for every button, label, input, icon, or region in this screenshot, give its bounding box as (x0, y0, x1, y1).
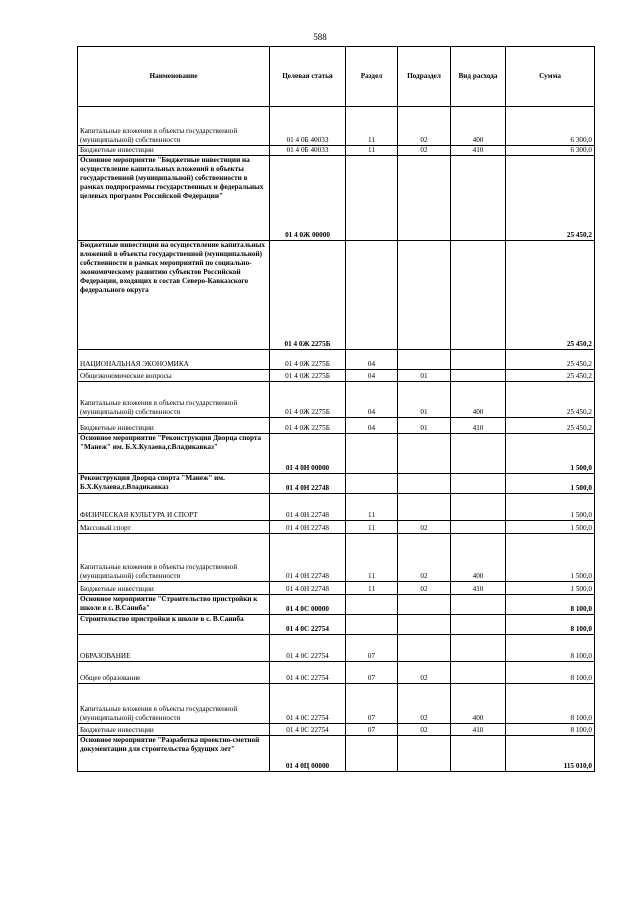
row-target-article-cell: 01 4 0Ж 2275Б (270, 418, 346, 434)
table-row (78, 534, 595, 582)
row-sum-cell: 1 500,0 (506, 534, 595, 582)
page-number: 588 (313, 32, 327, 42)
row-section-cell: 07 (346, 662, 398, 684)
row-sum-cell: 6 300,0 (506, 107, 595, 146)
row-sum-cell: 25 450,2 (506, 370, 595, 382)
row-subsection-cell (398, 350, 451, 370)
row-sum-cell: 25 450,2 (506, 350, 595, 370)
row-subsection-cell: 01 (398, 418, 451, 434)
row-sum-cell: 115 010,0 (506, 736, 595, 772)
row-name-cell: НАЦИОНАЛЬНАЯ ЭКОНОМИКА (78, 350, 270, 370)
row-expense-type-cell (451, 370, 506, 382)
table-row (78, 146, 595, 156)
row-expense-type-cell: 400 (451, 684, 506, 724)
row-subsection-cell: 02 (398, 724, 451, 736)
table-row (78, 350, 595, 370)
row-subsection-cell (398, 736, 451, 772)
table-row (78, 418, 595, 434)
row-target-article-cell: 01 4 0С 00000 (270, 595, 346, 615)
row-sum-cell: 8 100,0 (506, 684, 595, 724)
header-target-article: Целевая статья (270, 47, 346, 107)
row-subsection-cell: 02 (398, 146, 451, 156)
row-expense-type-cell: 400 (451, 107, 506, 146)
header-expense-type: Вид расхода (451, 47, 506, 107)
row-sum-cell: 8 100,0 (506, 635, 595, 662)
row-expense-type-cell: 410 (451, 146, 506, 156)
row-expense-type-cell (451, 595, 506, 615)
row-section-cell: 04 (346, 370, 398, 382)
header-name: Наименование (78, 47, 270, 107)
row-section-cell: 11 (346, 521, 398, 534)
row-target-article-cell: 01 4 0Ж 2275Б (270, 241, 346, 350)
row-section-cell (346, 241, 398, 350)
row-name-cell: Бюджетные инвестиции (78, 582, 270, 595)
row-subsection-cell: 01 (398, 382, 451, 418)
row-section-cell (346, 156, 398, 241)
row-section-cell: 04 (346, 418, 398, 434)
row-name-cell: Основное мероприятие "Разработка проектно-сметной документации для строительства будущих лет" (78, 736, 270, 772)
row-target-article-cell: 01 4 0Б 40033 (270, 146, 346, 156)
row-name-cell: Реконструкция Дворца спорта "Манеж" им. Б.Х.Кулаева,г.Владикавказ (78, 474, 270, 494)
row-expense-type-cell: 410 (451, 418, 506, 434)
table-row (78, 635, 595, 662)
row-target-article-cell: 01 4 0Н 22748 (270, 582, 346, 595)
row-target-article-cell: 01 4 0С 22754 (270, 615, 346, 635)
row-section-cell (346, 595, 398, 615)
row-section-cell (346, 615, 398, 635)
row-sum-cell: 1 500,0 (506, 521, 595, 534)
row-target-article-cell: 01 4 0Ж 00000 (270, 156, 346, 241)
row-name-cell: ОБРАЗОВАНИЕ (78, 635, 270, 662)
row-section-cell: 11 (346, 582, 398, 595)
row-name-cell: Бюджетные инвестиции (78, 146, 270, 156)
table-row (78, 494, 595, 521)
table-body (78, 107, 595, 772)
row-expense-type-cell: 410 (451, 582, 506, 595)
row-subsection-cell: 02 (398, 534, 451, 582)
row-name-cell: Капитальные вложения в объекты государственной (муниципальной) собственности (78, 107, 270, 146)
row-section-cell: 11 (346, 494, 398, 521)
row-sum-cell: 25 450,2 (506, 156, 595, 241)
row-section-cell: 07 (346, 724, 398, 736)
row-name-cell: Основное мероприятие "Строительство пристройки к школе в с. В.Саниба" (78, 595, 270, 615)
row-section-cell (346, 434, 398, 474)
row-sum-cell: 1 500,0 (506, 474, 595, 494)
row-name-cell: Капитальные вложения в объекты государственной (муниципальной) собственности (78, 684, 270, 724)
row-subsection-cell: 02 (398, 582, 451, 595)
row-section-cell (346, 474, 398, 494)
table-row (78, 595, 595, 615)
table-row (78, 370, 595, 382)
row-name-cell: Бюджетные инвестиции (78, 418, 270, 434)
row-expense-type-cell (451, 434, 506, 474)
row-expense-type-cell (451, 615, 506, 635)
row-target-article-cell: 01 4 0Н 22748 (270, 521, 346, 534)
row-expense-type-cell (451, 736, 506, 772)
table-row (78, 736, 595, 772)
row-expense-type-cell (451, 241, 506, 350)
row-target-article-cell: 01 4 0Ж 2275Б (270, 370, 346, 382)
row-name-cell: Основное мероприятие "Бюджетные инвестиции на осуществление капитальных вложений в объекты государственной (муниципальной) собственности в рамках подпрограммы государственных и федеральных целевых программ Российской Федерации" (78, 156, 270, 241)
table-row (78, 615, 595, 635)
row-section-cell: 04 (346, 350, 398, 370)
row-section-cell: 04 (346, 382, 398, 418)
row-subsection-cell: 01 (398, 370, 451, 382)
table-row (78, 382, 595, 418)
row-expense-type-cell: 400 (451, 382, 506, 418)
row-subsection-cell: 02 (398, 662, 451, 684)
row-expense-type-cell: 400 (451, 534, 506, 582)
table-row (78, 434, 595, 474)
row-sum-cell: 8 100,0 (506, 724, 595, 736)
row-sum-cell: 25 450,2 (506, 241, 595, 350)
row-name-cell: Бюджетные инвестиции (78, 724, 270, 736)
row-expense-type-cell (451, 494, 506, 521)
row-name-cell: Общее образование (78, 662, 270, 684)
table-row (78, 156, 595, 241)
row-subsection-cell (398, 494, 451, 521)
row-section-cell: 11 (346, 534, 398, 582)
table-row (78, 662, 595, 684)
row-sum-cell: 25 450,2 (506, 382, 595, 418)
row-name-cell: Капитальные вложения в объекты государственной (муниципальной) собственности (78, 382, 270, 418)
table-row (78, 474, 595, 494)
table-row (78, 107, 595, 146)
row-target-article-cell: 01 4 0С 22754 (270, 684, 346, 724)
row-subsection-cell (398, 241, 451, 350)
row-target-article-cell: 01 4 0Б 40033 (270, 107, 346, 146)
row-name-cell: Капитальные вложения в объекты государственной (муниципальной) собственности (78, 534, 270, 582)
row-target-article-cell: 01 4 0Ж 2275Б (270, 382, 346, 418)
row-name-cell: Бюджетные инвестиции на осуществление капитальных вложений в объекты государственной (муниципальной) собственности в рамках мероприятий по социально-экономическому развитию субъектов Российской Федерации, входящих в состав Северо-Кавказского федерального округа (78, 241, 270, 350)
row-target-article-cell: 01 4 0Н 22748 (270, 474, 346, 494)
row-name-cell: Общеэкономические вопросы (78, 370, 270, 382)
row-sum-cell: 1 500,0 (506, 434, 595, 474)
table-header-row (78, 47, 595, 107)
row-expense-type-cell (451, 662, 506, 684)
row-subsection-cell (398, 474, 451, 494)
row-name-cell: Массовый спорт (78, 521, 270, 534)
row-sum-cell: 25 450,2 (506, 418, 595, 434)
table-row (78, 724, 595, 736)
row-target-article-cell: 01 4 0С 22754 (270, 662, 346, 684)
row-target-article-cell: 01 4 0С 22754 (270, 724, 346, 736)
row-subsection-cell: 02 (398, 107, 451, 146)
row-expense-type-cell (451, 350, 506, 370)
row-target-article-cell: 01 4 0С 22754 (270, 635, 346, 662)
row-subsection-cell (398, 595, 451, 615)
row-section-cell: 11 (346, 146, 398, 156)
row-section-cell: 11 (346, 107, 398, 146)
row-subsection-cell: 02 (398, 684, 451, 724)
row-subsection-cell (398, 615, 451, 635)
budget-table (77, 46, 595, 772)
header-section: Раздел (346, 47, 398, 107)
row-sum-cell: 8 100,0 (506, 615, 595, 635)
table-row (78, 521, 595, 534)
header-sum: Сумма (506, 47, 595, 107)
row-subsection-cell (398, 156, 451, 241)
row-target-article-cell: 01 4 0Н 22748 (270, 494, 346, 521)
row-sum-cell: 1 500,0 (506, 582, 595, 595)
row-expense-type-cell: 410 (451, 724, 506, 736)
row-name-cell: Строительство пристройки к школе в с. В.Саниба (78, 615, 270, 635)
table-row (78, 582, 595, 595)
row-sum-cell: 1 500,0 (506, 494, 595, 521)
row-target-article-cell: 01 4 0Ц 00000 (270, 736, 346, 772)
row-subsection-cell: 02 (398, 521, 451, 534)
row-target-article-cell: 01 4 0Н 00000 (270, 434, 346, 474)
row-sum-cell: 8 100,0 (506, 595, 595, 615)
row-sum-cell: 6 300,0 (506, 146, 595, 156)
row-name-cell: Основное мероприятие "Реконструкция Дворца спорта "Манеж" им. Б.Х.Кулаева,г.Владикавказ" (78, 434, 270, 474)
row-section-cell: 07 (346, 635, 398, 662)
row-target-article-cell: 01 4 0Ж 2275Б (270, 350, 346, 370)
row-expense-type-cell (451, 474, 506, 494)
row-subsection-cell (398, 635, 451, 662)
row-section-cell: 07 (346, 684, 398, 724)
table-row (78, 241, 595, 350)
row-expense-type-cell (451, 635, 506, 662)
row-target-article-cell: 01 4 0Н 22748 (270, 534, 346, 582)
row-expense-type-cell (451, 521, 506, 534)
table-row (78, 684, 595, 724)
row-subsection-cell (398, 434, 451, 474)
row-section-cell (346, 736, 398, 772)
row-sum-cell: 8 100,0 (506, 662, 595, 684)
row-name-cell: ФИЗИЧЕСКАЯ КУЛЬТУРА И СПОРТ (78, 494, 270, 521)
row-expense-type-cell (451, 156, 506, 241)
header-subsection: Подраздел (398, 47, 451, 107)
